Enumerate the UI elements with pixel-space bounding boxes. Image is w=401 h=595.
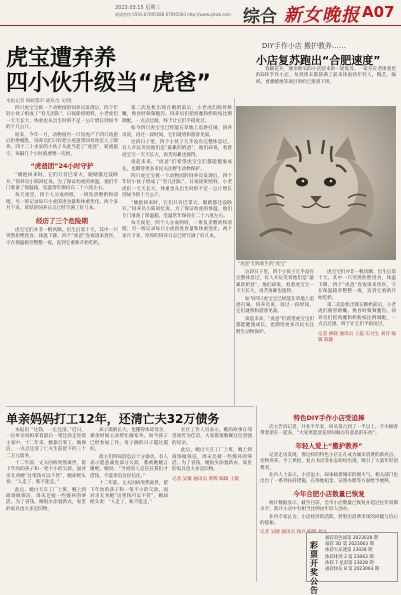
- article3-paragraph: 社区工作人员表示，她的故事在邻里间传为佳话，大家都很敬佩这位坚强的母亲。: [172, 428, 252, 446]
- article3-paragraph: 十二年前，丈夫因病突然离世，留下年幼的孩子和一笔不小的欠款。面对亲友劝她“这笔钱可以不管”，她却摇头说：“人走了，账不能走。”: [90, 481, 168, 506]
- article1-paragraph: 原来，今年一月，动物园内一只母虎产下四只幼崽后拒绝哺乳，饲养员们只好把小虎崽带回育幼室人工喂养。四个二十多岁的小伙子从此当起了“虎爸”，轮流值守，每隔几个小时就要喂一次奶。: [6, 132, 118, 157]
- article2-subhead-3: 今年合肥小店数量已恢复: [293, 489, 365, 498]
- article2-column-main: [260, 410, 398, 536]
- lottery-notice-item: 体彩大乐透第 23028 期: [325, 548, 373, 554]
- column-divider: [234, 98, 235, 406]
- article1-headline-line2: 四小伙升级当“虎爸”: [6, 71, 211, 96]
- article2-subhead-1: 特色DIY手作小店受追捧: [293, 414, 365, 422]
- article1-column-2: [122, 106, 232, 406]
- article1-column-4: [318, 270, 396, 404]
- article1-paragraph: 谈起未来，“虎爸”们希望虎宝宝们都能健康成长，也期待更多市民关注野生动物保护。: [122, 160, 232, 172]
- lottery-notice-item: 福彩双色球第 2023028 期: [325, 536, 379, 541]
- newspaper-logo: 新女晚报: [284, 5, 360, 26]
- article1-paragraph: “刚抱回来时，它们只有巴掌大，眼睛都还没睁开。”饲养员小陈回忆说。为了保证幼虎的体温，他们专门准备了保温箱，室温常年保持在二十六度左右。: [6, 173, 118, 192]
- section-name: 综合: [243, 7, 277, 27]
- article1-credits: 记者 林晓 通讯员 王磊 实习生 刘洋 编辑 陈静: [318, 331, 396, 343]
- article1-paragraph: 四只虎宝宝被一个动物园的饲养员发现后，四个年轻小伙子组成了“育儿团队”，日夜轮班照料，小老虎们一天天长大，体重也从出生时的不足一公斤增长到如今的十几公斤。: [6, 106, 118, 131]
- article1-column-3: [236, 270, 314, 404]
- article3-paragraph: 本报讯 “这钱，一定还清。”近日，一位单亲妈妈拿着最后一笔还款走进债主家中，十二年来，她靠打零工、做保洁，一点点还清了亡夫生前留下的三十二万元债务。: [6, 428, 86, 459]
- article2-column-1: [256, 67, 396, 103]
- article3-paragraph: 此后，她白天在工厂上班，晚上到商场做保洁，周末还接一些缝补的零活。为了省钱，她很少添置新衣，家里的家具也大多是旧物。: [6, 487, 86, 512]
- article2-subhead-2: 年轻人爱上“搬护教养”: [295, 441, 363, 450]
- article2-paragraph: 统计数据显示，截至目前，全市小店数量已恢复并超过往年同期水平，新开小店中有相当比例由年轻人创办。: [260, 500, 398, 513]
- tiger-cub-photo: [236, 106, 396, 260]
- article1-paragraph: 虎宝宝们并非一帆风顺。出生后第十天，其中一只突然拒绝进食，体温下降，四个“虎爸”连夜请来兽医，守在保温箱旁整整一夜，直到它重新开始吃奶。: [6, 227, 118, 246]
- lottery-notice-title: 彩票开奖公告: [310, 541, 318, 595]
- article3-credits: 记者 吴敏 通讯员 黄辉 编辑 王敏: [172, 476, 240, 482]
- article2-paragraph: 店主告诉记者，开业半年来，回头客占到了一半以上，不少顾客带着朋友一起来，“大家更愿意花时间做点有意思的东西”。: [260, 425, 398, 437]
- column-divider: [256, 406, 257, 582]
- article1-paragraph: 第二次危机出现在断奶前后，小老虎们肠胃娇嫩，换食时频频腹泻。饲养员们把肉糜和奶粉按比例调配，一点点过渡，终于让它们平稳度过。: [318, 303, 396, 328]
- lottery-notice-list: [325, 536, 379, 573]
- article2-paragraph: 业内人士表示，小店虽小，却承载着城市的烟火气。相关部门也出台了一系列扶持措施，在场地租金、证照办理等方面给予便利。: [260, 473, 398, 485]
- contact-info: 新闻热线 0591-87095588 87095000 http://www.qhwb.com: [115, 12, 231, 17]
- article3-column-1: [6, 428, 86, 582]
- article1-paragraph: 这段日子里，四个小伙子几乎没有完整休息过。有人开玩笑说他们是“最累的奶爸”，他们却说，看着虎宝宝一天天长大，再苦再累也值得。: [122, 140, 232, 158]
- article2-paragraph: 业内专家认为，小店经济的活跃，折射出消费市场的回暖与信心的提振。: [260, 514, 398, 527]
- article1-column-1: [6, 106, 118, 406]
- article3-paragraph: 此后，她白天在工厂上班，晚上到商场做保洁，周末还接一些缝补的零活。为了省钱，她很少添置新衣，家里的家具也大多是旧物。: [172, 448, 252, 473]
- article2-paragraph: 春暖花开，城市街头的小店迎来新一轮复苏。一家开在老街巷里的DIY手作小店，每到周末都挤满了前来体验的年轻人，陶艺、编织、香薰蜡烛等项目预约已排到下周。: [256, 67, 396, 85]
- article3-column-3: [172, 428, 252, 582]
- article3-paragraph: 孩子渐渐长大，也懂得体谅母亲，课余时间主动帮忙做家务。如今孩子已经参加工作，母子俩的日子越过越好。: [90, 428, 168, 453]
- lottery-notice-item: 福彩快乐 8 第 2023063 期: [325, 567, 380, 573]
- article1-paragraph: 如今四只虎宝宝已经能在草地上追逐打闹，饲养员说，再过一段时间，它们就将和游客见面。: [122, 126, 232, 138]
- article1-paragraph: “刚抱回来时，它们只有巴掌大，眼睛都还没睁开。”饲养员小陈回忆说。为了保证幼虎的体温，他们专门准备了保温箱，室温常年保持在二十六度左右。: [122, 200, 232, 219]
- article2-kicker: DIY手作小店 搬护教养……: [262, 42, 346, 50]
- lottery-notice-item: 体彩 7 星彩第 23028 期: [325, 560, 374, 566]
- issue-date: 2023.03.15 星期三: [115, 5, 161, 11]
- article3-paragraph: 债主们得知消息后十分感动，有人表示愿意减免部分欠款，都被她婉言谢绝。她说：“当初别人是信任我们才借钱，不能辜负这份信任。”: [90, 454, 168, 479]
- article2-headline: 小店复苏跑出“合肥速度”: [256, 54, 381, 67]
- article3-headline: 单亲妈妈打工12年，还清亡夫32万债务: [6, 412, 220, 426]
- article3-column-2: [90, 428, 168, 582]
- lottery-notice-item: 体彩排列 3 第 23063 期: [325, 554, 374, 560]
- lottery-notice-box: [306, 532, 398, 595]
- lottery-notice-item: 福彩 3D 第 2023063 期: [325, 542, 374, 548]
- page-number: A07: [362, 3, 395, 21]
- article1-paragraph: 谈起未来，“虎爸”们希望虎宝宝们都能健康成长，也期待更多市民关注野生动物保护。: [236, 316, 315, 335]
- article2-credits: 记者 吴晓 通讯员 钱兵 编辑 刘文: [260, 530, 328, 536]
- article1-subhead-2: 经历了三个危险期: [36, 216, 88, 225]
- article1-paragraph: 每天夜里，四个人分成两班，一班负责喂奶和清理，另一班记录每只小虎的进食量和体重变化。两个多月下来，厚厚的饲养日志已经写满了好几本。: [122, 220, 232, 239]
- article1-subhead-1: “虎爸团”24小时守护: [30, 162, 94, 171]
- article1-paragraph: 第二次危机出现在断奶前后，小老虎们肠胃娇嫩，换食时频频腹泻。饲养员们把肉糜和奶粉按比例调配，一点点过渡，终于让它们平稳度过。: [122, 106, 232, 124]
- article3-paragraph: 十二年前，丈夫因病突然离世，留下年幼的孩子和一笔不小的欠款。面对亲友劝她“这笔钱可以不管”，她却摇头说：“人走了，账不能走。”: [6, 461, 86, 486]
- article1-paragraph: 这段日子里，四个小伙子几乎没有完整休息过。有人开玩笑说他们是“最累的奶爸”，他们却说，看着虎宝宝一天天长大，再苦再累也值得。: [236, 270, 314, 295]
- article1-paragraph: 四只虎宝宝被一个动物园的饲养员发现后，四个年轻小伙子组成了“育儿团队”，日夜轮班照料，小老虎们一天天长大，体重也从出生时的不足一公斤增长到如今的十几公斤。: [122, 174, 232, 199]
- article1-paragraph: 虎宝宝们并非一帆风顺。出生后第十天，其中一只突然拒绝进食，体温下降，四个“虎爸”连夜请来兽医，守在保温箱旁整整一夜，直到它重新开始吃奶。: [318, 270, 396, 301]
- article2-paragraph: 记者走访发现，像这样的特色小店正在成为城市消费的新亮点。宠物寄养、手工烘焙、复古书店等业态纷纷出现，吸引了大量年轻消费者。: [260, 452, 398, 471]
- masthead: [0, 0, 401, 26]
- photo-caption: “虎爸”们和新生的“虎宝”: [238, 262, 287, 267]
- article1-paragraph: 如今四只虎宝宝已经能在草地上追逐打闹，饲养员说，再过一段时间，它们就将和游客见面。: [236, 296, 314, 315]
- section-divider: [6, 406, 254, 407]
- article1-paragraph: 每天夜里，四个人分成两班，一班负责喂奶和清理，另一班记录每只小虎的进食量和体重变化。两个多月下来，厚厚的饲养日志已经写满了好几本。: [6, 193, 118, 212]
- article1-headline-line1: 虎宝遭弃养: [6, 46, 117, 71]
- article1-byline: 本报记者 海峡都市 通讯员 文/图: [6, 99, 72, 104]
